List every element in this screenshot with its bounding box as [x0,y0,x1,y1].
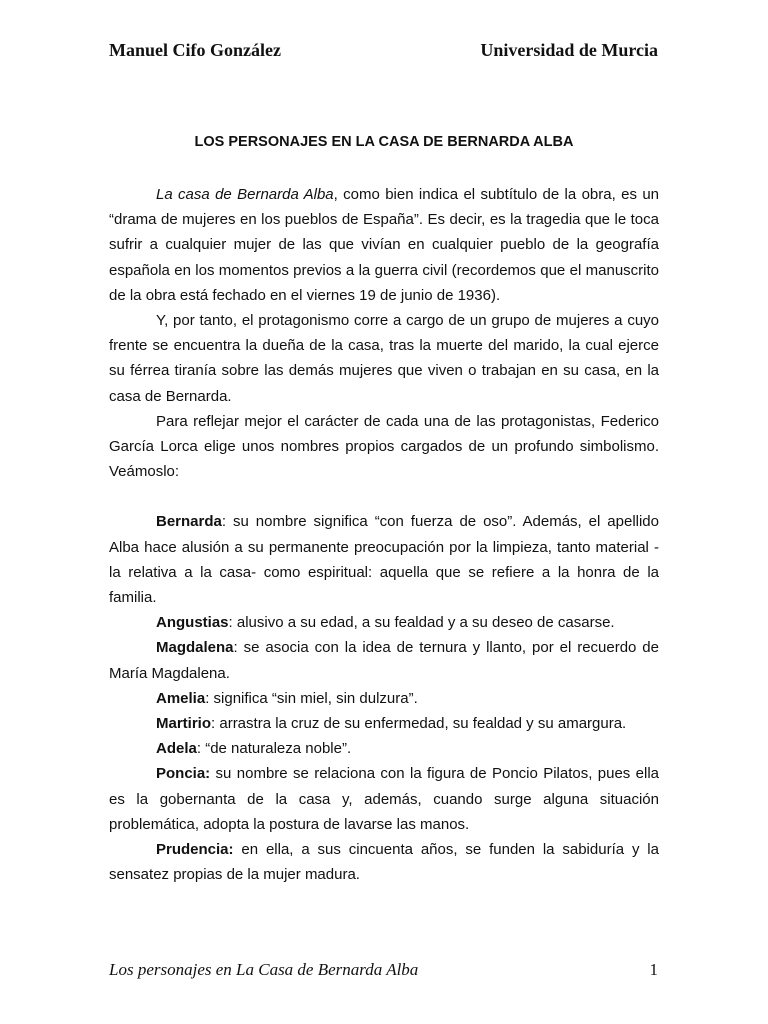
character-name: Angustias [156,614,229,632]
character-name: Prudencia: [156,841,234,859]
footer-title: Los personajes en La Casa de Bernarda Alba [109,960,419,979]
character-description: su nombre se relaciona con la figura de Poncio Pilatos, pues ella es la gobernanta de la casa y, además, cuando surge alguna situación problemática, adopta la postura de lavarse las manos. [109,765,659,833]
character-magdalena [109,635,659,685]
character-description: : “de naturaleza noble”. [196,740,352,758]
intro-paragraph-1: La casa de Bernarda Alba, como bien indica el subtítulo de la obra, es un “drama de mujeres en los pueblos de España”. Es decir, es la tragedia que le toca sufrir a cualquier mujer de las que vivían en cualquier pueblo de la geografía española en los momentos previos a la guerra civil (recordemos que el manuscrito de la obra está fechado en el viernes 19 de junio de 1936). [109,186,659,304]
character-description: : arrastra la cruz de su enfermedad, su fealdad y su amargura. [211,715,627,733]
character-name: Amelia [156,689,206,707]
page-header [109,40,658,61]
document-title: LOS PERSONAJES EN LA CASA DE BERNARDA ALBA [194,134,574,150]
character-martirio [109,711,659,736]
character-adela [109,736,659,761]
character-description: en ella, a sus cincuenta años, se funden la sabiduría y la sensatez propias de la mujer madura. [109,841,659,884]
character-description: : se asocia con la idea de ternura y llanto, por el recuerdo de María Magdalena. [109,639,659,682]
character-description: : alusivo a su edad, a su fealdad y a su deseo de casarse. [228,614,615,632]
intro-paragraph-2: Y, por tanto, el protagonismo corre a cargo de un grupo de mujeres a cuyo frente se encuentra la dueña de la casa, tras la muerte del marido, la cual ejerce su férrea tiranía sobre las demás mujeres que viven o trabajan en su casa, en la casa de Bernarda. [109,312,659,405]
character-poncia [109,761,659,837]
character-name: Bernarda [156,513,222,531]
page-footer [109,960,658,980]
header-author: Manuel Cifo González [109,40,281,60]
document-body [109,182,659,887]
header-institution: Universidad de Murcia [480,40,658,60]
intro-paragraph-3: Para reflejar mejor el carácter de cada una de las protagonistas, Federico García Lorca elige unos nombres propios cargados de un profundo simbolismo. Veámoslo: [109,412,659,481]
work-title: La casa de Bernarda Alba [156,186,334,203]
page-number: 1 [649,960,658,979]
character-angustias [109,610,659,635]
character-name: Poncia: [156,765,211,783]
character-bernarda [109,509,659,610]
character-name: Martirio [156,715,212,733]
character-description: : significa “sin miel, sin dulzura”. [205,689,418,707]
character-amelia [109,686,659,711]
paragraph-spacer [109,484,659,509]
character-name: Magdalena [156,639,234,657]
character-description: : su nombre significa “con fuerza de oso”. Además, el apellido Alba hace alusión a su permanente preocupación por la limpieza, tanto material -la relativa a la casa- como espiritual: aquella que se refiere a la honra de la familia. [109,513,659,607]
character-prudencia [109,837,659,887]
character-name: Adela [156,740,197,758]
